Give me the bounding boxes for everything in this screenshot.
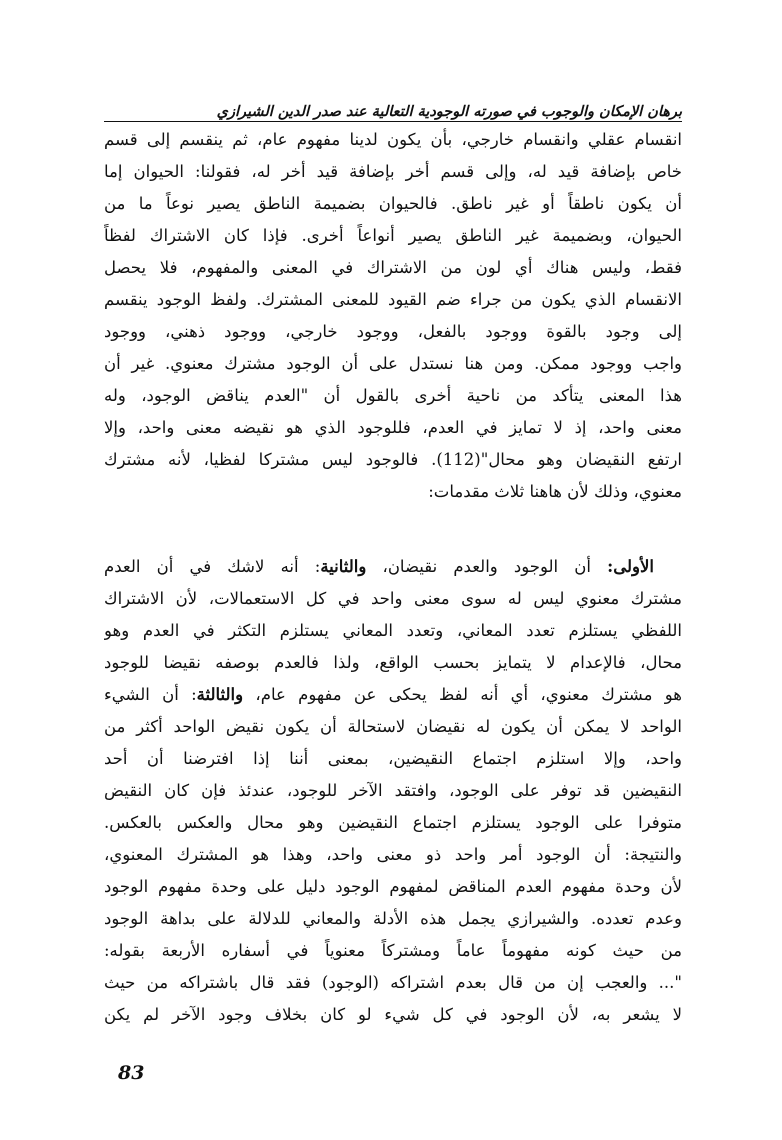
text-line: الانقسام الذي يكون من جراء ضم القيود للمعنى المشترك. ولفظ الوجود ينقسم xyxy=(104,290,682,309)
paragraph-2 xyxy=(104,551,682,1031)
text-line: مشترك معنوي ليس له سوى معنى واحد في كل الاستعمالات، لأن الاشتراك xyxy=(104,589,682,608)
text-line: انقسام عقلي وانقسام خارجي، بأن يكون لدينا مفهوم عام، ثم ينقسم إلى قسم xyxy=(104,130,682,149)
header-rule xyxy=(104,121,682,122)
text-line: متوفرا على الوجود يستلزم اجتماع النقيضين وهو محال والعكس بالعكس. xyxy=(104,813,682,832)
text-line: والنتيجة: أن الوجود أمر واحد ذو معنى واحد، وهذا هو المشترك المعنوي، xyxy=(104,845,682,864)
text-line: الحيوان، وبضميمة غير الناطق يصير أنواعاً أخرى. فإذا كان الاشتراك لفظاً xyxy=(104,226,682,245)
text-line: اللفظي يستلزم تعدد المعاني، وتعدد المعاني يستلزم التكثر في العدم وهو xyxy=(104,621,682,640)
text-line: من حيث كونه مفهوماً عاماً ومشتركاً معنوياً في أسفاره الأربعة بقوله: xyxy=(104,941,682,960)
text-line: لا يشعر به، لأن الوجود في كل شيء لو كان بخلاف وجود الآخر لم يكن xyxy=(104,1005,682,1024)
page-number: 83 xyxy=(118,1062,145,1084)
text-line: واحد، وإلا استلزم اجتماع النقيضين، بمعنى أننا إذا افترضنا أن أحد xyxy=(104,749,682,768)
text-line: محال، فالإعدام لا يتمايز بحسب الواقع، ولذا فالعدم بوصفه نقيضا للوجود xyxy=(104,653,682,672)
text-line: خاص بإضافة قيد له، وإلى قسم أخر بإضافة قيد أخر له، فقولنا: الحيوان إما xyxy=(104,162,682,181)
text-line: "... والعجب إن من قال بعدم اشتراكه (الوجود) فقد قال باشتراكه من حيث xyxy=(104,973,682,992)
text-line xyxy=(104,551,682,583)
paragraph-1 xyxy=(104,124,682,508)
text-line: أن يكون ناطقاً أو غير ناطق. فالحيوان بضميمة الناطق يصير نوعاً ما من xyxy=(104,194,682,213)
text-line: معنوي، وذلك لأن هاهنا ثلاث مقدمات: xyxy=(428,482,682,501)
running-head: برهان الإمكان والوجوب في صورته الوجودية التعالية عند صدر الدين الشيرازي xyxy=(216,104,682,120)
text-line: إلى وجود بالقوة ووجود بالفعل، ووجود خارجي، ووجود ذهني، ووجود xyxy=(104,322,682,341)
text-line: هذا المعنى يتأكد من ناحية أخرى بالقول أن "العدم يناقض الوجود، وله xyxy=(104,386,682,405)
text-line: فقط، وليس هناك أي لون من الاشتراك في المعنى والمفهوم، فلا يحصل xyxy=(104,258,682,277)
text-span: : أن الشيء xyxy=(104,685,197,704)
text-line: لأن وحدة مفهوم العدم المناقض لمفهوم الوجود دليل على وحدة مفهوم الوجود xyxy=(104,877,682,896)
term-third: والثالثة xyxy=(196,685,244,704)
text-line: النقيضين قد توفر على الوجود، وافتقد الآخر للوجود، عندئذ فإن كان النقيض xyxy=(104,781,682,800)
term-first: الأولى: xyxy=(607,557,654,576)
text-span: : أنه لاشك في أن العدم xyxy=(104,557,321,576)
text-line: معنى واحد، إذ لا تمايز في العدم، فللوجود الذي هو نقيضه معنى واحد، وإلا xyxy=(104,418,682,437)
text-span: أن الوجود والعدم نقيضان، xyxy=(366,557,608,576)
text-line: واجب ووجود ممكن. ومن هنا نستدل على أن الوجود مشترك معنوي. غير أن xyxy=(104,354,682,373)
text-line: وعدم تعدده. والشيرازي يجمل هذه الأدلة والمعاني للدلالة على بداهة الوجود xyxy=(104,909,682,928)
text-line xyxy=(104,679,682,711)
text-line: الواحد لا يمكن أن يكون له نقيضان لاستحالة أن يكون نقيض الواحد أكثر من xyxy=(104,717,682,736)
text-line: ارتفع النقيضان وهو محال"(112). فالوجود ليس مشتركا لفظيا، لأنه مشترك xyxy=(104,450,682,469)
text-span: هو مشترك معنوي، أي أنه لفظ يحكى عن مفهوم عام، xyxy=(243,685,682,704)
term-second: والثانية xyxy=(320,557,367,576)
